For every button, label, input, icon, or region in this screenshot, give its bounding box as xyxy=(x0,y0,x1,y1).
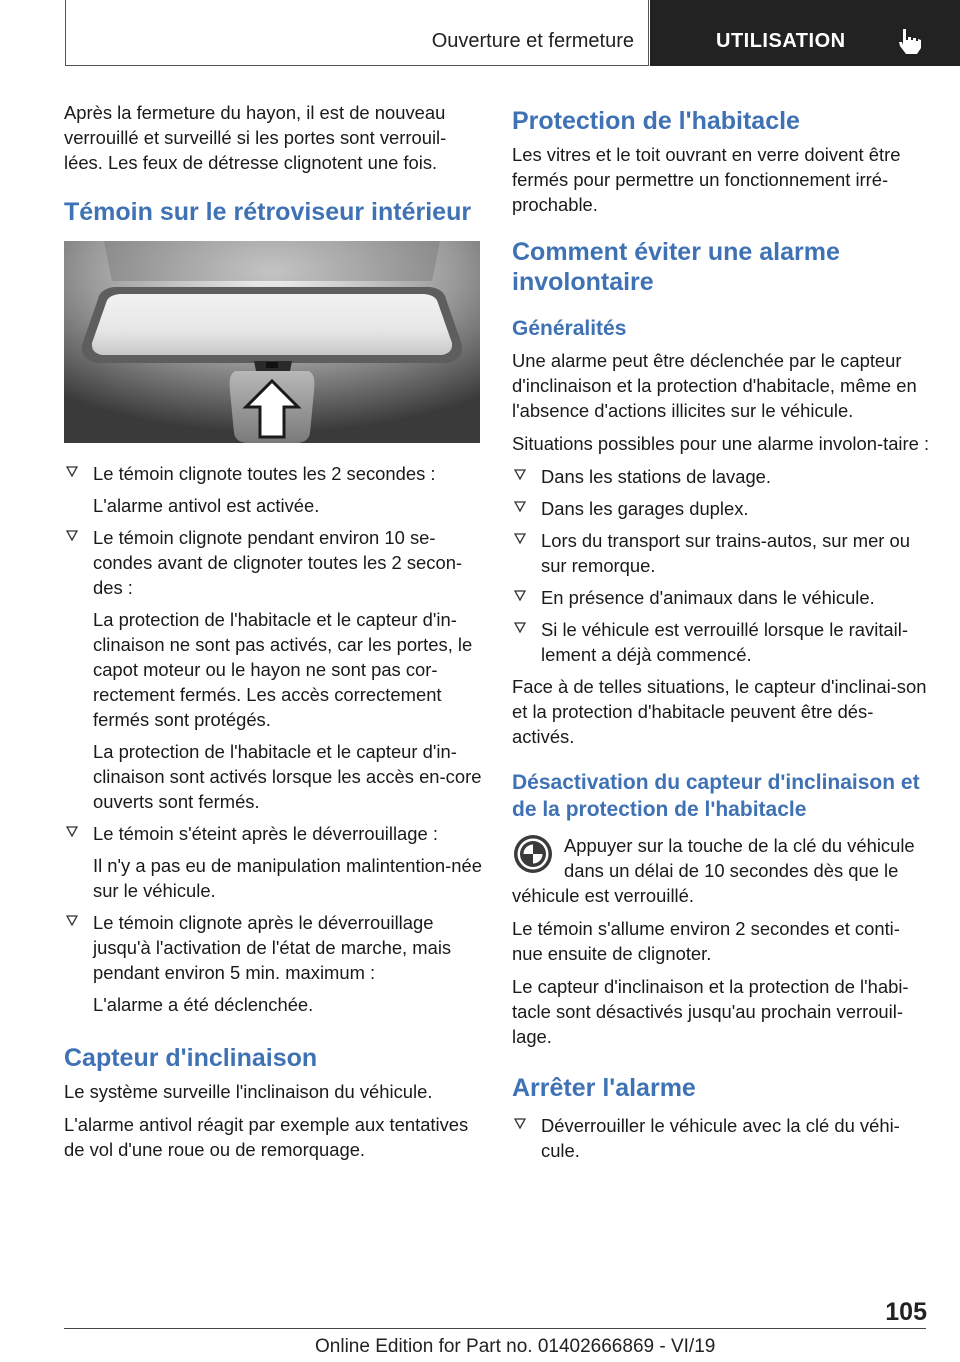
indicator-behavior-paragraph: Le témoin s'allume environ 2 secondes et conti-nue ensuite de clignoter. xyxy=(512,918,900,964)
heading-mirror-indicator: Témoin sur le rétroviseur intérieur xyxy=(64,198,472,226)
rearview-mirror-illustration xyxy=(64,241,480,443)
list-item xyxy=(512,617,930,667)
header-separator xyxy=(648,0,649,66)
intro-paragraph: Après la fermeture du hayon, il est de nouveau verrouillé et surveillé si les portes sont verrouil-lées. Les feux de détresse clignotent une fois. xyxy=(64,102,447,173)
triangle-bullet-icon xyxy=(514,501,526,513)
key-instruction-paragraph xyxy=(512,833,930,908)
list-item xyxy=(512,464,930,489)
list-item-subtext: Il n'y a pas eu de manipulation malintention-née sur le véhicule. xyxy=(93,855,482,901)
situations-paragraph: Situations possibles pour une alarme involon-taire : xyxy=(512,433,930,454)
heading-avoid-false-alarm: Comment éviter une alarme involontaire xyxy=(512,238,840,296)
left-column xyxy=(64,100,482,1170)
tilt-sensor-paragraph-1: Le système surveille l'inclinaison du véhicule. xyxy=(64,1081,433,1102)
triangle-bullet-icon xyxy=(66,466,78,478)
subheading-general: Généralités xyxy=(512,317,627,340)
triangle-bullet-icon xyxy=(66,826,78,838)
triangle-bullet-icon xyxy=(514,590,526,602)
list-item xyxy=(64,525,482,814)
list-item xyxy=(512,585,930,610)
list-item-text: Dans les stations de lavage. xyxy=(541,466,772,487)
list-item-text: Si le véhicule est verrouillé lorsque le ravitail-lement a déjà commencé. xyxy=(541,619,908,665)
list-item xyxy=(512,496,930,521)
bmw-key-button-icon xyxy=(512,833,554,875)
header-chapter-label: UTILISATION xyxy=(716,30,846,52)
list-item-text: En présence d'animaux dans le véhicule. xyxy=(541,587,875,608)
deactivation-note-paragraph: Face à de telles situations, le capteur d'inclinai-son et la protection d'habitacle peuvent être dés-activés. xyxy=(512,676,927,747)
situations-list xyxy=(512,464,930,667)
list-item xyxy=(512,528,930,578)
header-bottom-rule xyxy=(65,65,648,66)
general-paragraph: Une alarme peut être déclenchée par le capteur d'inclinaison et la protection d'habitacle, même en l'absence d'actions illicites sur le véhicule. xyxy=(512,350,917,421)
deactivated-until-paragraph: Le capteur d'inclinaison et la protection de l'habi-tacle sont désactivés jusqu'au prochain verrouil-lage. xyxy=(512,976,909,1047)
triangle-bullet-icon xyxy=(66,915,78,927)
footer-rule xyxy=(64,1328,926,1329)
list-item-text: Le témoin clignote après le déverrouillage jusqu'à l'activation de l'état de marche, mais pendant environ 5 min. maximum : xyxy=(93,912,452,983)
list-item-text: Le témoin s'éteint après le déverrouillage : xyxy=(93,823,438,844)
interior-protection-paragraph: Les vitres et le toit ouvrant en verre doivent être fermés pour permettre un fonctionnement irré-prochable. xyxy=(512,144,901,215)
footer-edition: Online Edition for Part no. 01402666869 - VI/19 xyxy=(315,1336,716,1357)
triangle-bullet-icon xyxy=(514,533,526,545)
mirror-indicator-list xyxy=(64,461,482,1017)
list-item-text: Déverrouiller le véhicule avec la clé du véhi-cule. xyxy=(541,1115,900,1161)
list-item-text: Dans les garages duplex. xyxy=(541,498,749,519)
header-section-title: Ouverture et fermeture xyxy=(431,30,634,52)
list-item-text: Lors du transport sur trains-autos, sur mer ou sur remorque. xyxy=(541,530,910,576)
stop-alarm-list xyxy=(512,1113,930,1163)
right-column xyxy=(512,100,930,1170)
list-item-text: Le témoin clignote pendant environ 10 se-condes avant de clignoter toutes les 2 secon-des : xyxy=(93,527,463,598)
list-item-subtext: La protection de l'habitacle et le capteur d'in-clinaison ne sont pas activés, car les portes, le capot moteur ou le hayon ne sont pas cor-rectement fermés. Les accès correctement fermés sont protégés. xyxy=(93,609,473,730)
tilt-sensor-paragraph-2: L'alarme antivol réagit par exemple aux tentatives de vol d'une roue ou de remorquage. xyxy=(64,1114,469,1160)
triangle-bullet-icon xyxy=(66,530,78,542)
pointing-hand-icon xyxy=(894,26,924,56)
triangle-bullet-icon xyxy=(514,622,526,634)
header-left-rule xyxy=(65,0,66,66)
header-chapter-tab xyxy=(650,0,960,66)
list-item-subtext: L'alarme a été déclenchée. xyxy=(93,994,314,1015)
list-item xyxy=(64,461,482,518)
heading-tilt-sensor: Capteur d'inclinaison xyxy=(64,1044,318,1072)
list-item xyxy=(64,821,482,903)
list-item-text: Le témoin clignote toutes les 2 secondes : xyxy=(93,463,436,484)
heading-interior-protection: Protection de l'habitacle xyxy=(512,107,800,135)
key-instruction-text: Appuyer sur la touche de la clé du véhicule dans un délai de 10 secondes dès que le véhicule est verrouillé. xyxy=(512,835,915,906)
list-item-subtext: L'alarme antivol est activée. xyxy=(93,495,320,516)
page-number: 105 xyxy=(885,1298,927,1326)
triangle-bullet-icon xyxy=(514,469,526,481)
heading-stop-alarm: Arrêter l'alarme xyxy=(512,1074,696,1102)
list-item xyxy=(64,910,482,1017)
list-item-subtext: La protection de l'habitacle et le capteur d'in-clinaison sont activés lorsque les accès en-core ouverts sont fermés. xyxy=(93,741,482,812)
list-item xyxy=(512,1113,930,1163)
subheading-deactivation: Désactivation du capteur d'inclinaison et de la protection de l'habitacle xyxy=(512,771,920,821)
triangle-bullet-icon xyxy=(514,1118,526,1130)
